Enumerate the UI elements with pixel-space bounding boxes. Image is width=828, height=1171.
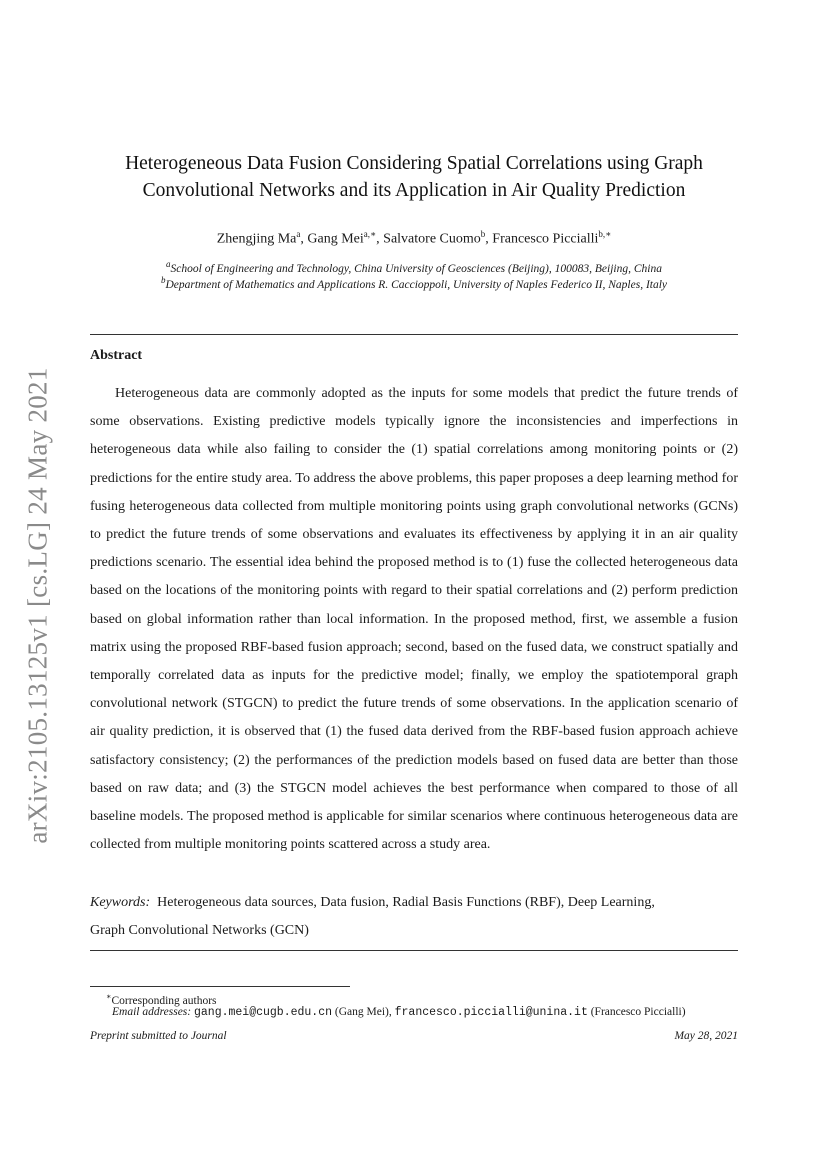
author-name: Zhengjing Ma <box>216 231 297 247</box>
affiliation-b <box>90 272 738 293</box>
author-separator: , <box>485 231 493 247</box>
keywords-label: Keywords: <box>90 895 151 910</box>
paper-title <box>90 150 738 204</box>
email-label: Email addresses: <box>112 1006 192 1018</box>
author-affil-marker: b,∗ <box>598 229 612 239</box>
author-name: Francesco Piccialli <box>492 231 599 247</box>
email-link-francesco-piccialli[interactable]: francesco.piccialli@unina.it <box>394 1006 588 1019</box>
footer-preprint-note: Preprint submitted to Journal <box>90 1030 227 1042</box>
arxiv-sidebar <box>8 355 68 855</box>
email-link-gang-mei[interactable]: gang.mei@cugb.edu.cn <box>193 1006 333 1019</box>
abstract-heading: Abstract <box>90 348 143 363</box>
author-list <box>90 224 738 250</box>
keywords-line-2: Graph Convolutional Networks (GCN) <box>90 923 309 938</box>
author-affil-marker: b <box>480 229 486 239</box>
footer-date: May 28, 2021 <box>674 1030 738 1042</box>
footnote-corresponding-text: Corresponding authors <box>111 994 217 1007</box>
keywords-line-1: Heterogeneous data sources, Data fusion, Radial Basis Functions (RBF), Deep Learning, <box>157 895 655 910</box>
abstract-body: Heterogeneous data are commonly adopted as the inputs for some models that predict the future trends of some observations. Existing predictive models typically ignore the inconsistencies and imperfections in heterogeneous data while also failing to consider the (1) spatial correlations among monitoring points or (2) predictions for the entire study area. To address the above problems, this paper proposes a deep learning method for fusing heterogeneous data collected from multiple monitoring points using graph convolutional networks (GCNs) to predict the future trends of some observations and evaluates its effectiveness by applying it in an air quality predictions scenario. The essential idea behind the proposed method is to (1) fuse the collected heterogeneous data based on the locations of the monitoring points with regard to their spatial correlations and (2) perform prediction based on global information rather than local information. In the proposed method, first, we assemble a fusion matrix using the proposed RBF-based fusion approach; second, based on the fused data, we construct spatially and temporally correlated data as inputs for the predictive model; finally, we employ the spatiotemporal graph convolutional network (STGCN) to predict the future trends of some observations. In the application scenario of air quality prediction, it is observed that (1) the fused data derived from the RBF-based fusion approach achieve satisfactory consistency; (2) the performances of the prediction models based on fused data are better than those based on raw data; and (3) the STGCN model achieves the best performance when compared to those of all baseline models. The proposed method is applicable for similar scenarios where continuous heterogeneous data are collected from multiple monitoring points scattered across a study area. <box>90 386 739 853</box>
divider-bottom <box>90 950 738 951</box>
keywords <box>90 889 720 945</box>
author-name: Gang Mei <box>307 231 364 247</box>
footnote-marker: ∗ <box>106 992 112 1001</box>
title-line-1: Heterogeneous Data Fusion Considering Spatial Correlations using Graph <box>125 153 703 174</box>
author-separator: , <box>376 231 384 247</box>
arxiv-id: arXiv:2105.13125v1 [cs.LG] 24 May 2021 <box>22 366 53 844</box>
affiliation-text: Department of Mathematics and Applications R. Caccioppoli, University of Naples Federico II, Naples, Italy <box>165 278 668 291</box>
affiliation-text: School of Engineering and Technology, China University of Geosciences (Beijing), 100083, Beijing, China <box>170 262 662 275</box>
affiliation-marker: b <box>160 275 166 285</box>
email-owner-1: (Gang Mei), <box>332 1006 395 1018</box>
author-affil-marker: a,∗ <box>363 229 377 239</box>
affiliation-marker: a <box>166 259 171 269</box>
footnote-emails <box>112 1005 686 1020</box>
title-line-2: Convolutional Networks and its Application in Air Quality Prediction <box>142 180 686 201</box>
footnote-rule <box>90 986 350 987</box>
author-separator: , <box>300 231 308 247</box>
author-affil-marker: a <box>296 229 301 239</box>
email-owner-2: (Francesco Piccialli) <box>587 1006 686 1018</box>
author-name: Salvatore Cuomo <box>383 231 481 247</box>
divider-top <box>90 334 738 335</box>
